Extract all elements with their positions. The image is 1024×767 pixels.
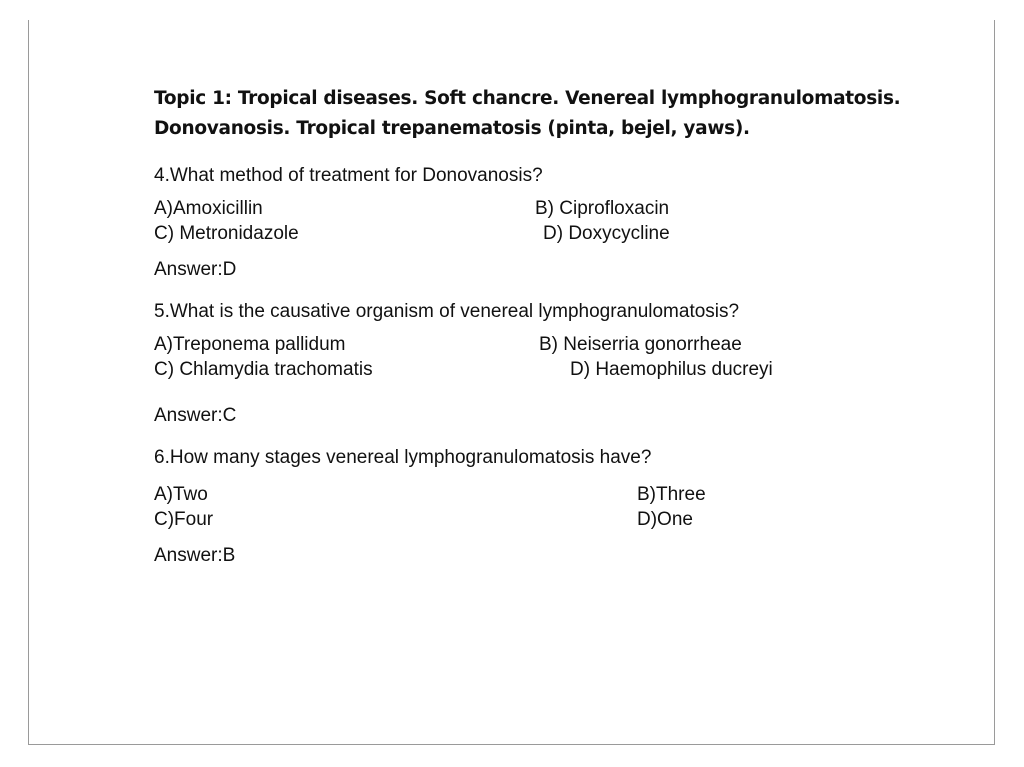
question-6-answer: Answer:B — [154, 545, 236, 566]
question-5-options-row-1 — [154, 332, 954, 357]
topic-title-line-1: Topic 1: Tropical diseases. Soft chancre. Venereal lymphogranulomatosis. — [154, 88, 901, 109]
question-4-answer: Answer:D — [154, 259, 237, 280]
question-6-option-d: D)One — [637, 509, 693, 530]
question-6-options-row-2 — [154, 507, 954, 532]
question-6-option-b: B)Three — [637, 484, 706, 505]
question-5-text: 5.What is the causative organism of venereal lymphogranulomatosis? — [154, 301, 740, 322]
question-4-option-c: C) Metronidazole — [154, 223, 299, 244]
question-6-option-c: C)Four — [154, 509, 214, 530]
question-4-options-row-2 — [154, 221, 954, 246]
question-4-option-a: A)Amoxicillin — [154, 198, 263, 219]
question-5-options-row-2 — [154, 357, 954, 382]
question-5-option-c: C) Chlamydia trachomatis — [154, 359, 373, 380]
question-5-answer: Answer:C — [154, 405, 237, 426]
question-5-option-d: D) Haemophilus ducreyi — [570, 359, 773, 380]
question-4 — [154, 164, 954, 282]
question-4-options-row-1 — [154, 196, 954, 221]
question-4-option-d: D) Doxycycline — [543, 223, 670, 244]
slide-content — [154, 84, 954, 586]
question-4-option-b: B) Ciprofloxacin — [535, 198, 670, 219]
question-5-option-a: A)Treponema pallidum — [154, 334, 346, 355]
question-5 — [154, 300, 954, 428]
question-6-options-row-1 — [154, 482, 954, 507]
topic-title-line-2: Donovanosis. Tropical trepanematosis (pinta, bejel, yaws). — [154, 118, 750, 139]
topic-title — [154, 84, 954, 144]
question-5-option-b: B) Neiserria gonorrheae — [539, 334, 742, 355]
question-6 — [154, 446, 954, 568]
question-6-option-a: A)Two — [154, 484, 208, 505]
question-6-text: 6.How many stages venereal lymphogranulomatosis have? — [154, 447, 652, 468]
question-4-text: 4.What method of treatment for Donovanosis? — [154, 165, 543, 186]
